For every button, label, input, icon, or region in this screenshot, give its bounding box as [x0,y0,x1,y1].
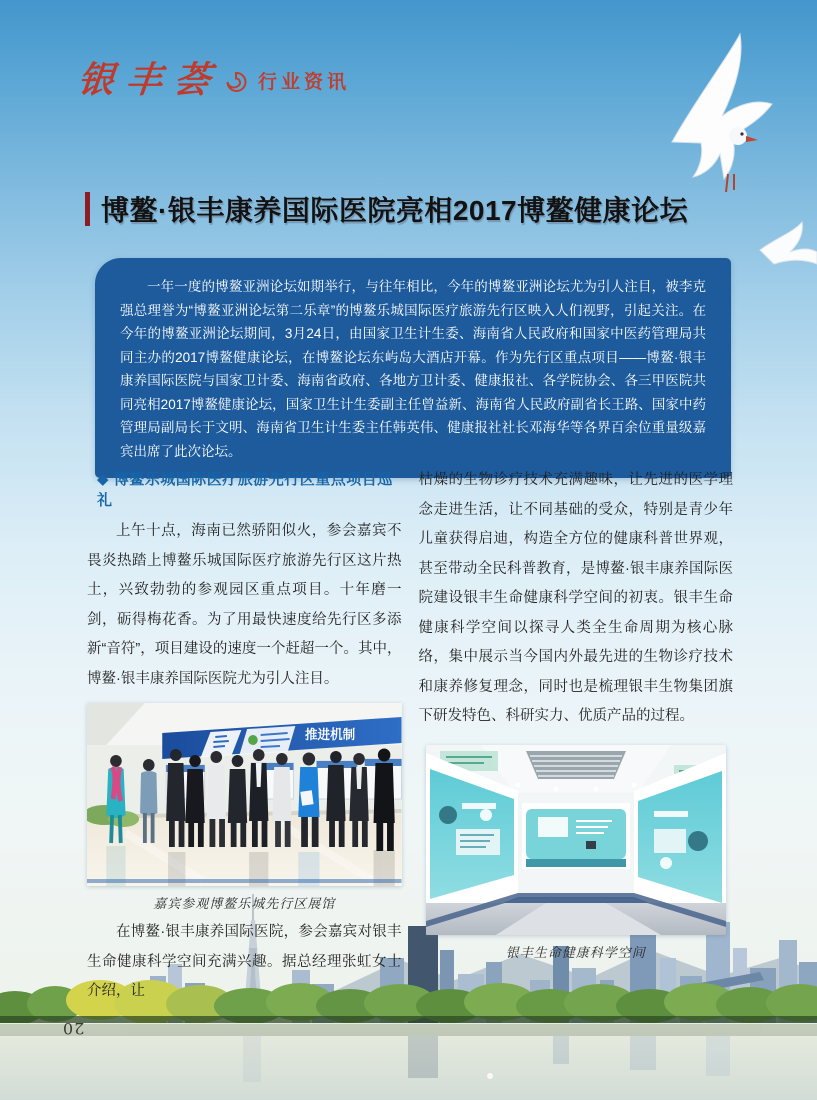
banner-text: 推进机制 [305,726,356,743]
seagull-small-icon [760,222,817,264]
intro-paragraph: 一年一度的博鳌亚洲论坛如期举行，与往年相比，今年的博鳌亚洲论坛尤为引人注目，被李克强总理誉为“博鳌亚洲论坛第二乐章”的博鳌乐城国际医疗旅游先行区映入人们视野，引起关注。在今年的博鳌亚洲论坛期间，3月24日，由国家卫生计生委、海南省人民政府和国家中医药管理局共同主办的2017博鳌健康论坛，在博鳌论坛东屿岛大酒店开幕。作为先行区重点项目——博鳌·银丰康养国际医院与国家卫计委、海南省政府、各地方卫计委、健康报社、各学院协会、各三甲医院共同亮相2017博鳌健康论坛，国家卫生计生委副主任曾益新、海南省人民政府副省长王路、国家中药管理局副局长于文明、海南省卫生计生委主任韩英伟、健康报社社长邓海华等各界百余位重量级嘉宾出席了此次论坛。 [120,279,706,459]
photo1-caption: 嘉宾参观博鳌乐城先行区展馆 [153,897,336,912]
article-columns [87,466,733,1007]
title-accent-bar [85,192,90,226]
left-paragraph-1: 上午十点，海南已然骄阳似火，参会嘉宾不畏炎热踏上博鳌乐城国际医疗旅游先行区这片热土，兴致勃勃的参观园区重点项目。十年磨一剑，砺得梅花香。为了用最快速度给先行区多添新“音符”，项目建设的速度一个赶超一个。其中，博鳌·银丰康养国际医院尤为引人注目。 [87,523,402,687]
right-paragraph-1: 枯燥的生物诊疗技术充满趣味，让先进的医学理念走进生活，让不同基础的受众，特别是青少年儿童获得启迪，构造全方位的健康科普世界观，甚至带动全民科普教育，是博鳌·银丰康养国际医院建设银丰生命健康科学空间的初衷。银丰生命健康科学空间以探寻人类全生命周期为核心脉络，集中展示当今国内外最先进的生物诊疗技术和康养修复理念，同时也是梳理银丰生物集团旗下研发特色、科研实力、优质产品的过程。 [418,472,733,724]
left-paragraph-2: 在博鳌·银丰康养国际医院，参会嘉宾对银丰生命健康科学空间充满兴趣。据总经理张虹女士介绍，让 [87,924,402,999]
logo-swirl-icon [224,70,248,94]
page-number: 20 [62,1019,85,1038]
article-title-row [85,189,745,229]
magazine-header [75,59,351,101]
seagull-large-icon [672,34,772,192]
article-title: 博鳌·银丰康养国际医院亮相2017博鳌健康论坛 [101,195,689,226]
right-column [419,466,734,1007]
intro-box [95,258,731,478]
photo-science-space [426,745,726,935]
section-label: 行业资讯 [258,72,351,93]
photo-exhibition-tour [87,703,402,886]
photo2-caption: 银丰生命健康科学空间 [505,945,646,961]
left-column [87,466,402,1007]
ceiling-slats [526,751,626,779]
magazine-logo: 银丰荟 [75,59,225,101]
section-heading: ◆ 博鳌乐城国际医疗旅游先行区重点项目巡礼 [97,471,393,509]
seagulls [642,24,817,274]
